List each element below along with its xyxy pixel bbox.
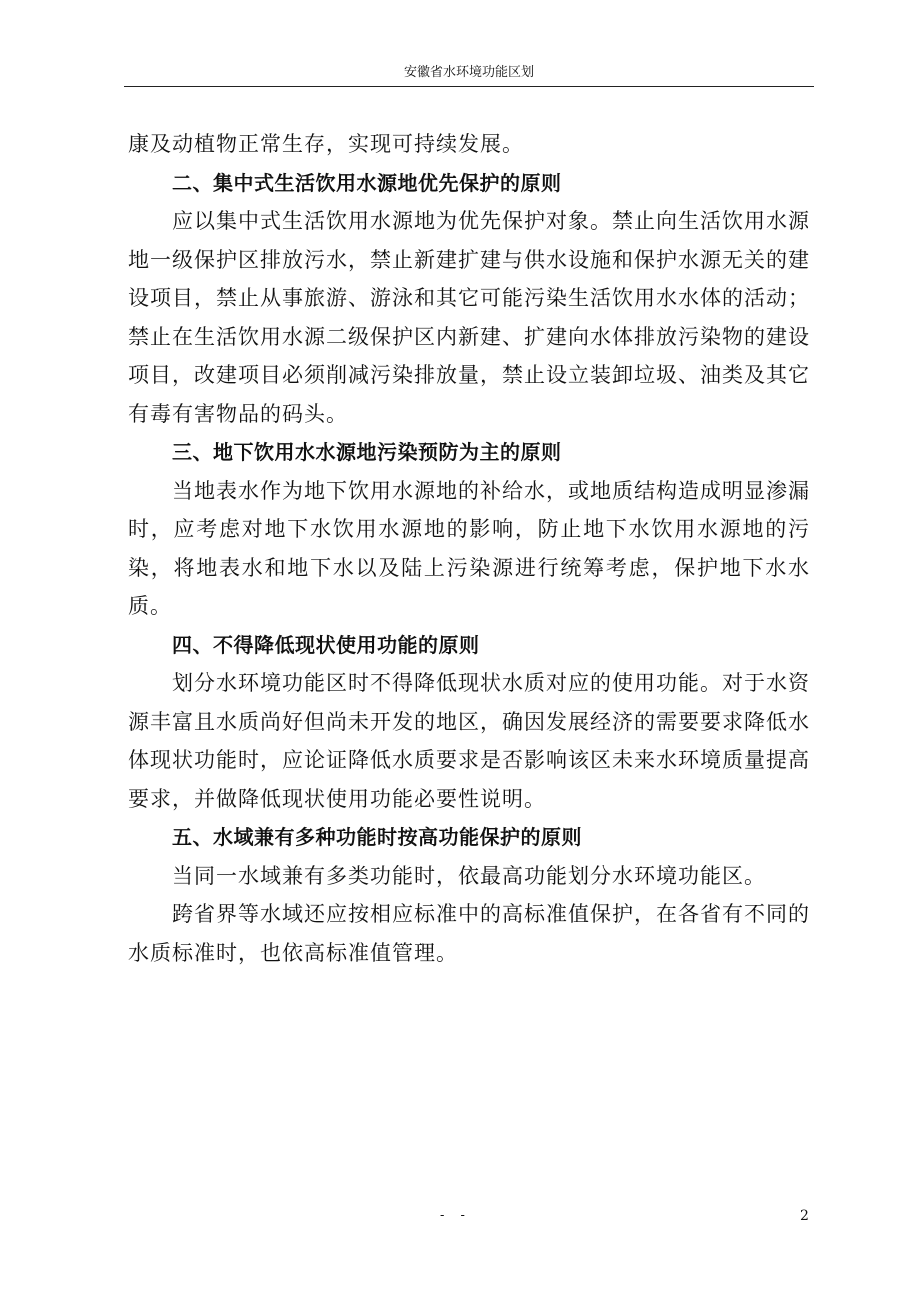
- page-header: [124, 66, 814, 87]
- paragraph: 康及动植物正常生存，实现可持续发展。: [128, 132, 524, 156]
- header-title: 安徽省水环境功能区划: [403, 65, 534, 80]
- paragraph: 划分水环境功能区时不得降低现状水质对应的使用功能。对于水资源丰富且水质尚好但尚未开发的地区，确因发展经济的需要要求降低水体现状功能时，应论证降低水质要求是否影响该区未来水环境质量提高要求，并做降低现状使用功能必要性说明。: [128, 671, 810, 811]
- section-heading: 五、水域兼有多种功能时按高功能保护的原则: [172, 825, 582, 849]
- paragraph: 应以集中式生活饮用水源地为优先保护对象。禁止向生活饮用水源地一级保护区排放污水，禁止新建扩建与供水设施和保护水源无关的建设项目，禁止从事旅游、游泳和其它可能污染生活饮用水水体的活动；禁止在生活饮用水源二级保护区内新建、扩建向水体排放污染物的建设项目，改建项目必须削减污染排放量，禁止设立装卸垃圾、油类及其它有毒有害物品的码头。: [128, 209, 810, 426]
- document-body: [128, 125, 810, 972]
- paragraph: 当同一水域兼有多类功能时，依最高功能划分水环境功能区。: [172, 863, 766, 888]
- footer-dashes: - -: [440, 1208, 471, 1223]
- paragraph: 当地表水作为地下饮用水源地的补给水，或地质结构造成明显渗漏时，应考虑对地下水饮用水源地的影响，防止地下水饮用水源地的污染，将地表水和地下水以及陆上污染源进行统筹考虑，保护地下水水质。: [128, 478, 810, 618]
- page-number: 2: [800, 1208, 809, 1224]
- section-heading: 三、地下饮用水水源地污染预防为主的原则: [172, 440, 562, 464]
- section-heading: 二、集中式生活饮用水源地优先保护的原则: [172, 170, 562, 195]
- paragraph: 跨省界等水域还应按相应标准中的高标准值保护，在各省有不同的水质标准时，也依高标准值管理。: [128, 902, 810, 965]
- section-heading: 四、不得降低现状使用功能的原则: [172, 632, 480, 657]
